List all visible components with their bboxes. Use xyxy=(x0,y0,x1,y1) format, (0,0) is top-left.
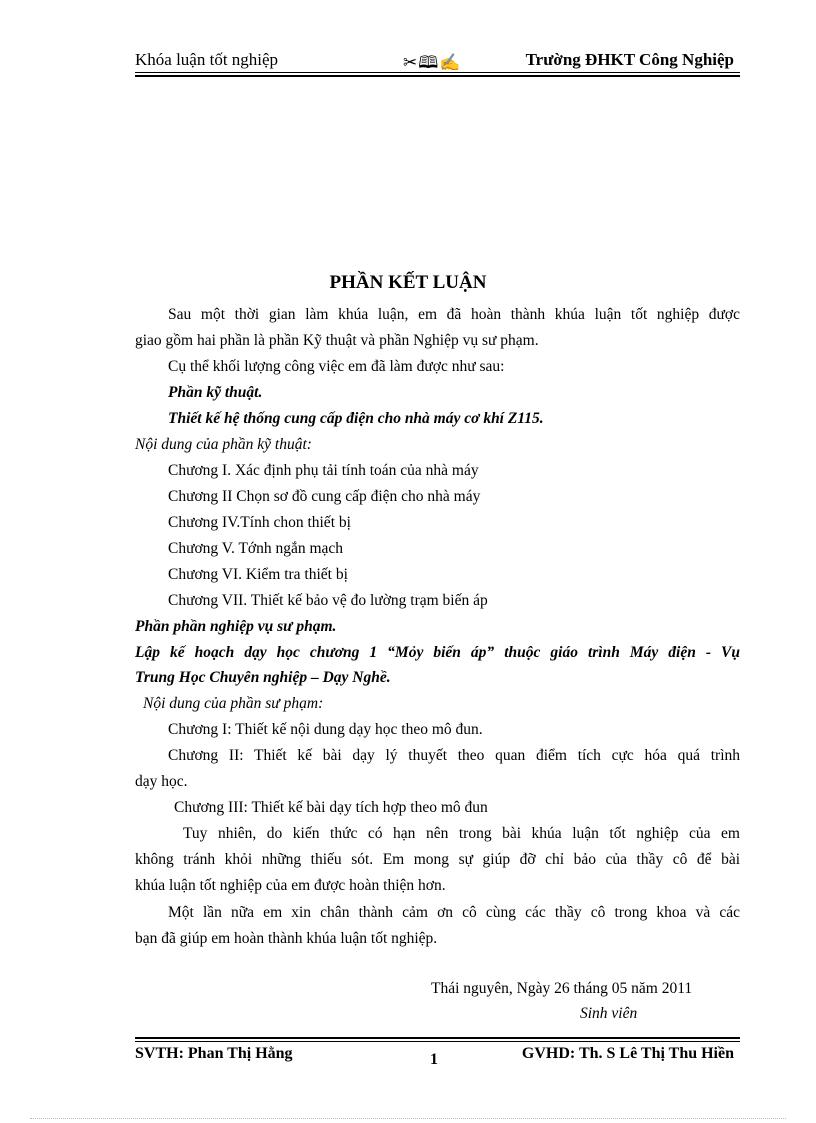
signature-role: Sinh viên xyxy=(580,1005,638,1022)
technical-heading: Phần kỹ thuật. xyxy=(168,384,263,401)
book-ornament-icon: ✂🕮✍ xyxy=(403,53,462,72)
closing-line-1: Tuy nhiên, do kiến thức có hạn nên trong bài khúa luận tốt nghiệp của em xyxy=(183,825,740,842)
footer-student: SVTH: Phan Thị Hằng xyxy=(135,1045,293,1062)
header-rule-thick xyxy=(135,75,740,77)
pedagogy-chapter: Chương III: Thiết kế bài dạy tích hợp theo mô đun xyxy=(174,799,488,816)
pedagogy-heading: Phần phần nghiệp vụ sư phạm. xyxy=(135,618,337,635)
header-rule-thin xyxy=(135,72,740,73)
technical-chapter: Chương II Chọn sơ đồ cung cấp điện cho nhà máy xyxy=(168,488,481,505)
place-date: Thái nguyên, Ngày 26 tháng 05 năm 2011 xyxy=(431,980,693,997)
pedagogy-chapter-cont: dạy học. xyxy=(135,773,188,790)
intro-line-1: Sau một thời gian làm khúa luận, em đã hoàn thành khúa luận tốt nghiệp được xyxy=(168,306,740,323)
pedagogy-chapter: Chương I: Thiết kế nội dung dạy học theo mô đun. xyxy=(168,721,483,738)
footer-rule-thin xyxy=(135,1041,740,1042)
technical-content-label: Nội dung của phần kỹ thuật: xyxy=(135,436,312,453)
header-right-text: Trường ĐHKT Công Nghiệp xyxy=(525,50,734,69)
workload-intro: Cụ thể khối lượng công việc em đã làm được như sau: xyxy=(168,358,505,375)
technical-chapter: Chương IV.Tính chon thiết bị xyxy=(168,514,351,531)
technical-topic: Thiết kế hệ thống cung cấp điện cho nhà máy cơ khí Z115. xyxy=(168,410,544,427)
pedagogy-topic-line-2: Trung Học Chuyên nghiệp – Dạy Nghề. xyxy=(135,669,391,686)
page-header xyxy=(135,48,740,74)
closing-line-4: Một lần nữa em xin chân thành cảm ơn cô cùng các thầy cô trong khoa và các xyxy=(168,904,740,921)
pedagogy-content-label: Nội dung của phần sư phạm: xyxy=(143,695,324,712)
technical-chapter: Chương VII. Thiết kế bảo vệ đo lường trạm biến áp xyxy=(168,592,488,609)
page-title: PHẦN KẾT LUẬN xyxy=(329,272,487,293)
intro-line-2: giao gồm hai phần là phần Kỹ thuật và phần Nghiệp vụ sư phạm. xyxy=(135,332,539,349)
footer-rule-thick xyxy=(135,1037,740,1039)
footer-advisor: GVHD: Th. S Lê Thị Thu Hiền xyxy=(521,1045,734,1062)
closing-line-2: không tránh khỏi những thiếu sót. Em mong sự giúp đỡ chỉ bảo của thầy cô để bài xyxy=(135,851,740,868)
header-left-text: Khóa luận tốt nghiệp xyxy=(135,50,279,69)
closing-line-5: bạn đã giúp em hoàn thành khúa luận tốt nghiệp. xyxy=(135,930,438,947)
closing-line-3: khúa luận tốt nghiệp của em được hoàn thiện hơn. xyxy=(135,877,446,894)
pedagogy-chapter: Chương II: Thiết kế bài dạy lý thuyết theo quan điểm tích cực hóa quá trình xyxy=(168,747,740,764)
technical-chapter: Chương I. Xác định phụ tải tính toán của nhà máy xyxy=(168,462,479,479)
pedagogy-topic-line-1: Lập kế hoạch dạy học chương 1 “Mỏy biến áp” thuộc giáo trình Máy điện - Vụ xyxy=(135,644,740,661)
page-bottom-divider xyxy=(30,1118,786,1119)
page-number: 1 xyxy=(430,1051,438,1068)
technical-chapter: Chương VI. Kiểm tra thiết bị xyxy=(168,566,348,583)
technical-chapter: Chương V. Tớnh ngắn mạch xyxy=(168,540,344,557)
